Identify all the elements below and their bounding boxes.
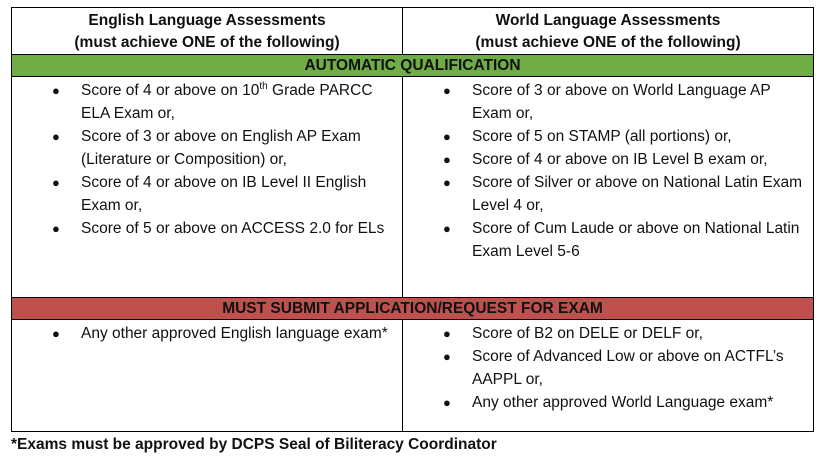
section-band-application: MUST SUBMIT APPLICATION/REQUEST FOR EXAM: [12, 297, 813, 320]
bullet-icon: ●: [52, 326, 60, 341]
bullet-icon: ●: [443, 395, 451, 410]
bullet-icon: ●: [443, 83, 451, 98]
list-item: ● Score of B2 on DELE or DELF or,: [403, 322, 813, 345]
list-item: ● Score of Cum Laude or above on National Latin Exam Level 5-6: [403, 217, 813, 263]
list-item: ● Score of 5 on STAMP (all portions) or,: [403, 125, 813, 148]
header-world-subtitle: (must achieve ONE of the following): [475, 34, 741, 51]
bullet-icon: ●: [52, 83, 60, 98]
automatic-world-list: [403, 77, 813, 263]
application-english-cell: [12, 320, 403, 431]
bullet-icon: ●: [52, 129, 60, 144]
bullet-icon: ●: [443, 221, 451, 236]
list-item: ● Score of 4 or above on IB Level II English Exam or,: [12, 171, 402, 217]
application-english-list: [12, 320, 402, 345]
automatic-english-cell: [12, 77, 403, 297]
list-item: ● Score of 4 or above on 10th Grade PARCC ELA Exam or,: [52, 80, 373, 122]
list-item: ● Score of 3 or above on World Language AP Exam or,: [403, 79, 813, 125]
bullet-icon: ●: [52, 221, 60, 236]
bullet-icon: ●: [443, 152, 451, 167]
header-world-title: World Language Assessments: [495, 12, 721, 29]
automatic-english-list: [12, 77, 402, 240]
bullet-icon: ●: [443, 349, 451, 364]
bullet-icon: ●: [443, 175, 451, 190]
list-item: ● Score of 5 or above on ACCESS 2.0 for ELs: [12, 217, 402, 240]
list-item: ● Any other approved English language exam*: [12, 322, 402, 345]
list-item: ● Score of 4 or above on IB Level B exam or,: [403, 148, 813, 171]
list-item: ● Score of 3 or above on English AP Exam (Literature or Composition) or,: [12, 125, 402, 171]
list-item: ● Score of Advanced Low or above on ACTFL’s AAPPL or,: [403, 345, 813, 391]
list-item: ● Any other approved World Language exam*: [403, 391, 813, 414]
header-english-subtitle: (must achieve ONE of the following): [74, 34, 340, 51]
header-english-title: English Language Assessments: [88, 12, 326, 29]
table-header-row: [12, 8, 813, 54]
application-world-cell: [403, 320, 813, 431]
list-item: ● Score of Silver or above on National Latin Exam Level 4 or,: [403, 171, 813, 217]
application-world-list: [403, 320, 813, 414]
footnote: *Exams must be approved by DCPS Seal of Biliteracy Coordinator: [11, 436, 497, 453]
bullet-icon: ●: [443, 326, 451, 341]
bullet-icon: ●: [52, 175, 60, 190]
section-body-automatic: [12, 77, 813, 297]
section-band-automatic: AUTOMATIC QUALIFICATION: [12, 54, 813, 77]
header-english: [12, 8, 403, 54]
section-body-application: [12, 320, 813, 431]
assessment-table: [11, 7, 814, 432]
header-world: [403, 8, 813, 54]
automatic-world-cell: [403, 77, 813, 297]
bullet-icon: ●: [443, 129, 451, 144]
